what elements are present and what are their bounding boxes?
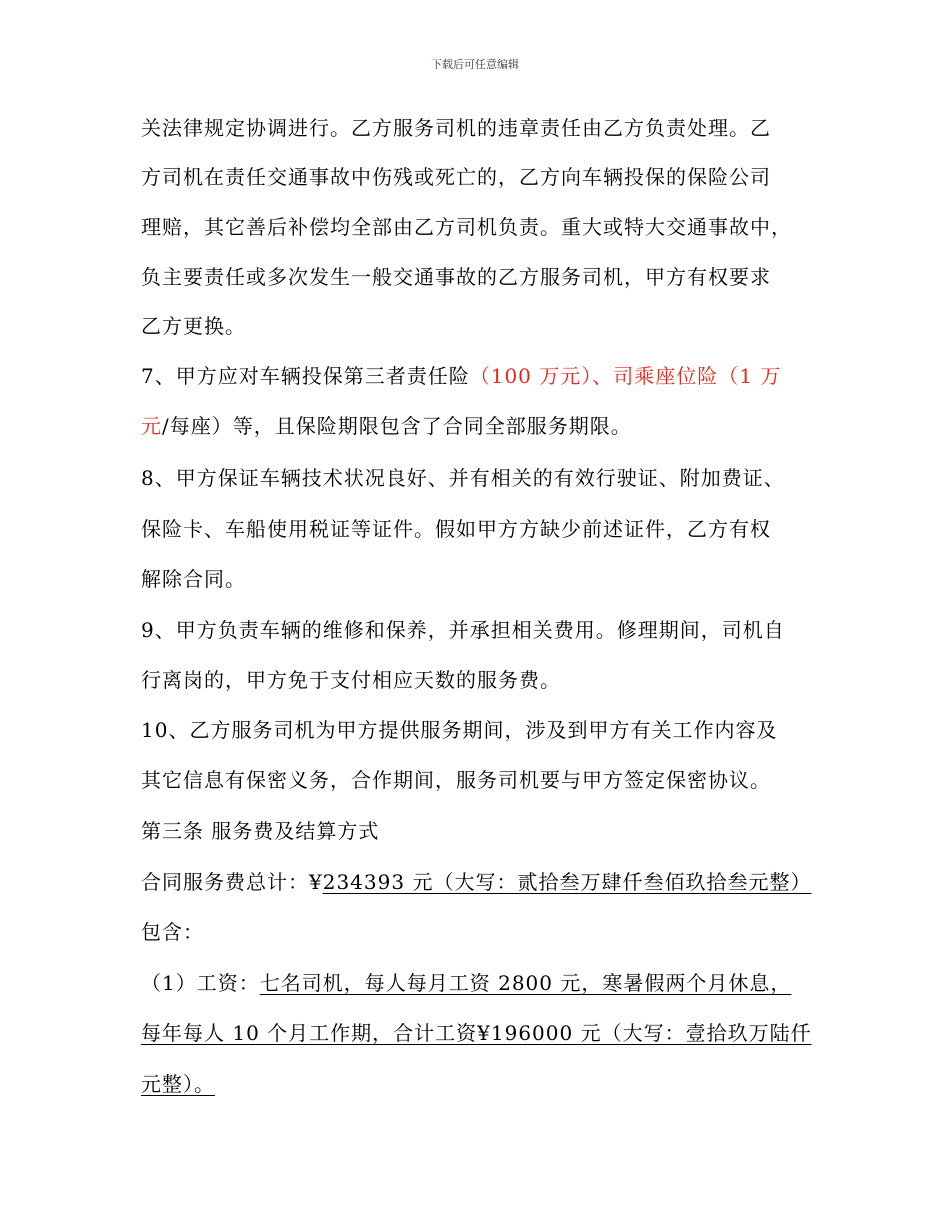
clause-7-line [141,363,781,389]
wage-detail-line-2: 每年每人 10 个月工作期，合计工资¥196000 元（大写：壹拾玖万陆仟 [141,1021,812,1045]
insurance-amount-highlight: （100 万元）、司乘座位险（1 万 [469,364,782,388]
page-header: 下载后可任意编辑 [431,58,519,71]
wage-detail-line-3: 元整）。 [141,1072,215,1096]
paragraph-line: 关法律规定协调进行。乙方服务司机的违章责任由乙方负责处理。乙 [141,116,771,140]
paragraph-line: 乙方更换。 [141,314,246,338]
total-fee-label: 合同服务费总计：¥ [141,870,323,894]
total-fee-line [141,869,811,895]
wage-line [141,970,791,996]
clause-9-line: 9、甲方负责车辆的维修和保养，并承担相关费用。修理期间，司机自 [141,618,785,642]
wage-label: （1）工资： [141,971,260,995]
paragraph-line: 解除合同。 [141,567,246,591]
paragraph-line: 理赔，其它善后补偿均全部由乙方司机负责。重大或特大交通事故中， [141,215,792,239]
clause-8-line: 8、甲方保证车辆技术状况良好、并有相关的有效行驶证、附加费证、 [141,466,785,490]
total-fee-amount: 234393 元（大写：贰拾叁万肆仟叁佰玖拾叁元整） [322,870,812,894]
clause-10-line: 10、乙方服务司机为甲方提供服务期间，涉及到甲方有关工作内容及 [141,718,778,742]
paragraph-line: 行离岗的，甲方免于支付相应天数的服务费。 [141,668,561,692]
paragraph-line: 负主要责任或多次发生一般交通事故的乙方服务司机，甲方有权要求 [141,265,771,289]
clause-7-text: 7、甲方应对车辆投保第三者责任险 [141,364,470,388]
section-heading: 第三条 服务费及结算方式 [141,819,380,843]
paragraph-line: 保险卡、车船使用税证等证件。假如甲方方缺少前述证件，乙方有权 [141,517,771,541]
insurance-unit-highlight: 元 [141,414,162,438]
paragraph-line: 其它信息有保密义务，合作期间，服务司机要与甲方签定保密协议。 [141,768,771,792]
clause-7-line-2 [141,413,632,439]
clause-7-text-2: /每座）等，且保险期限包含了合同全部服务期限。 [162,414,632,438]
includes-label: 包含： [141,920,204,944]
wage-detail: 七名司机，每人每月工资 2800 元，寒暑假两个月休息， [259,971,792,995]
paragraph-line: 方司机在责任交通事故中伤残或死亡的，乙方向车辆投保的保险公司 [141,165,771,189]
